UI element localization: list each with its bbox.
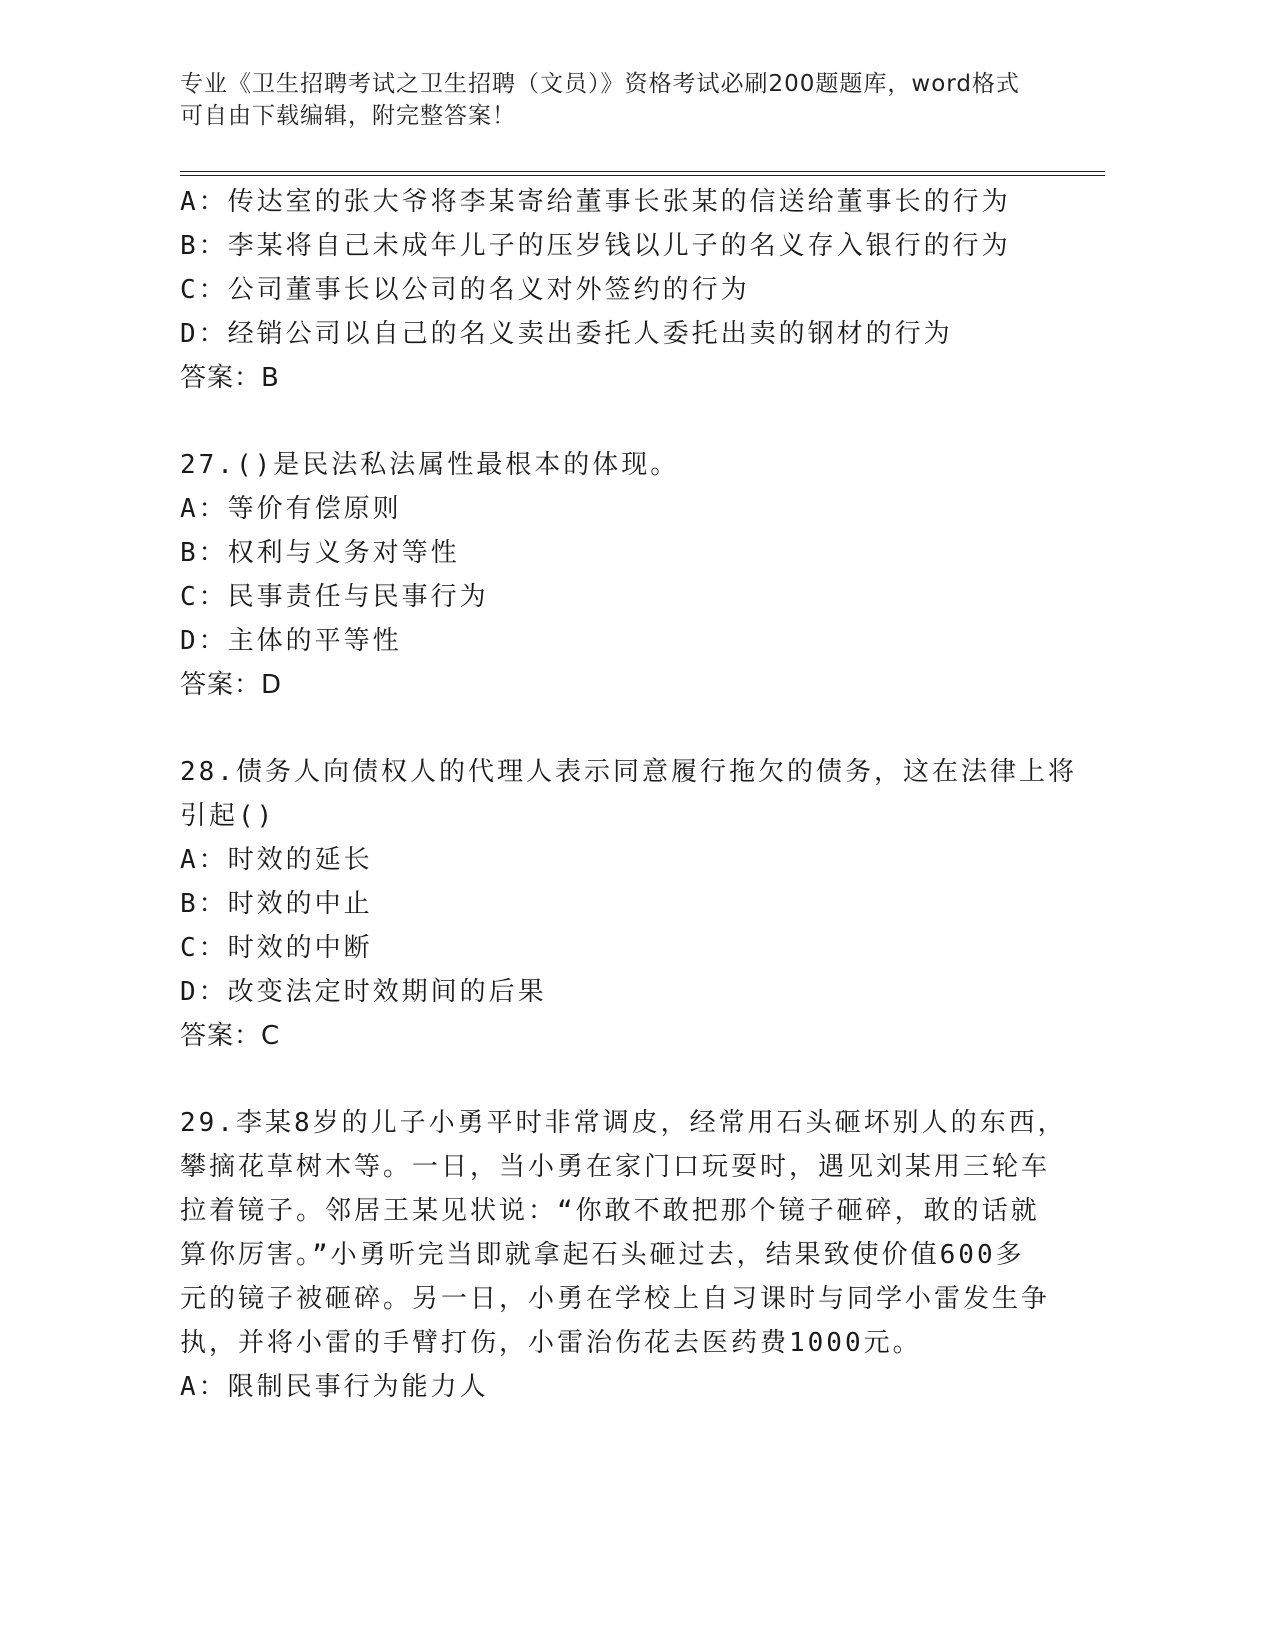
q28-option-c: C：时效的中断 [180, 933, 373, 963]
spacer [180, 1058, 1050, 1101]
q27-answer: 答案：D [180, 670, 283, 700]
header-line-2: 可自由下载编辑，附完整答案！ [180, 103, 516, 129]
q28-stem-line-1: 28.债务人向债权人的代理人表示同意履行拖欠的债务，这在法律上将 [180, 757, 1077, 787]
q27-option-a: A：等价有偿原则 [180, 494, 402, 524]
q26-option-c: C：公司董事长以公司的名义对外签约的行为 [180, 275, 750, 305]
q29-stem-line-1: 29.李某8岁的儿子小勇平时非常调皮，经常用石头砸坏别人的东西， [180, 1108, 1067, 1138]
q26-option-a: A：传达室的张大爷将李某寄给董事长张某的信送给董事长的行为 [180, 187, 1011, 217]
q28-answer: 答案：C [180, 1021, 281, 1051]
spacer [180, 400, 1050, 443]
q29-option-a: A：限制民事行为能力人 [180, 1372, 489, 1402]
q29-stem-line-5: 元的镜子被砸碎。另一日，小勇在学校上自习课时与同学小雷发生争 [180, 1284, 1051, 1314]
question-content [180, 180, 1077, 1409]
header-line-1: 专业《卫生招聘考试之卫生招聘（文员）》资格考试必刷200题题库，word格式 [180, 71, 1020, 97]
q27-option-b: B：权利与义务对等性 [180, 538, 460, 568]
q28-option-d: D：改变法定时效期间的后果 [180, 977, 547, 1007]
page-header [180, 68, 1040, 132]
q27-option-c: C：民事责任与民事行为 [180, 582, 489, 612]
spacer [180, 707, 1050, 750]
q29-stem-line-6: 执，并将小雷的手臂打伤，小雷治伤花去医药费1000元。 [180, 1328, 922, 1358]
q26-option-d: D：经销公司以自己的名义卖出委托人委托出卖的钢材的行为 [180, 319, 953, 349]
q29-stem-line-2: 攀摘花草树木等。一日，当小勇在家门口玩耍时，遇见刘某用三轮车 [180, 1152, 1051, 1182]
q29-stem-line-4: 算你厉害。”小勇听完当即就拿起石头砸过去，结果致使价值600多 [180, 1240, 1025, 1270]
q29-stem-line-3: 拉着镜子。邻居王某见状说：“你敢不敢把那个镜子砸碎，敢的话就 [180, 1196, 1040, 1226]
q27-option-d: D：主体的平等性 [180, 626, 402, 656]
header-rule-thick [180, 175, 1105, 176]
q26-answer: 答案：B [180, 363, 280, 393]
q26-option-b: B：李某将自己未成年儿子的压岁钱以儿子的名义存入银行的行为 [180, 231, 1011, 261]
q27-stem: 27.()是民法私法属性最根本的体现。 [180, 450, 680, 480]
header-rule-thin [180, 171, 1105, 172]
q28-stem-line-2: 引起() [180, 801, 276, 831]
q28-option-a: A：时效的延长 [180, 845, 373, 875]
q28-option-b: B：时效的中止 [180, 889, 373, 919]
